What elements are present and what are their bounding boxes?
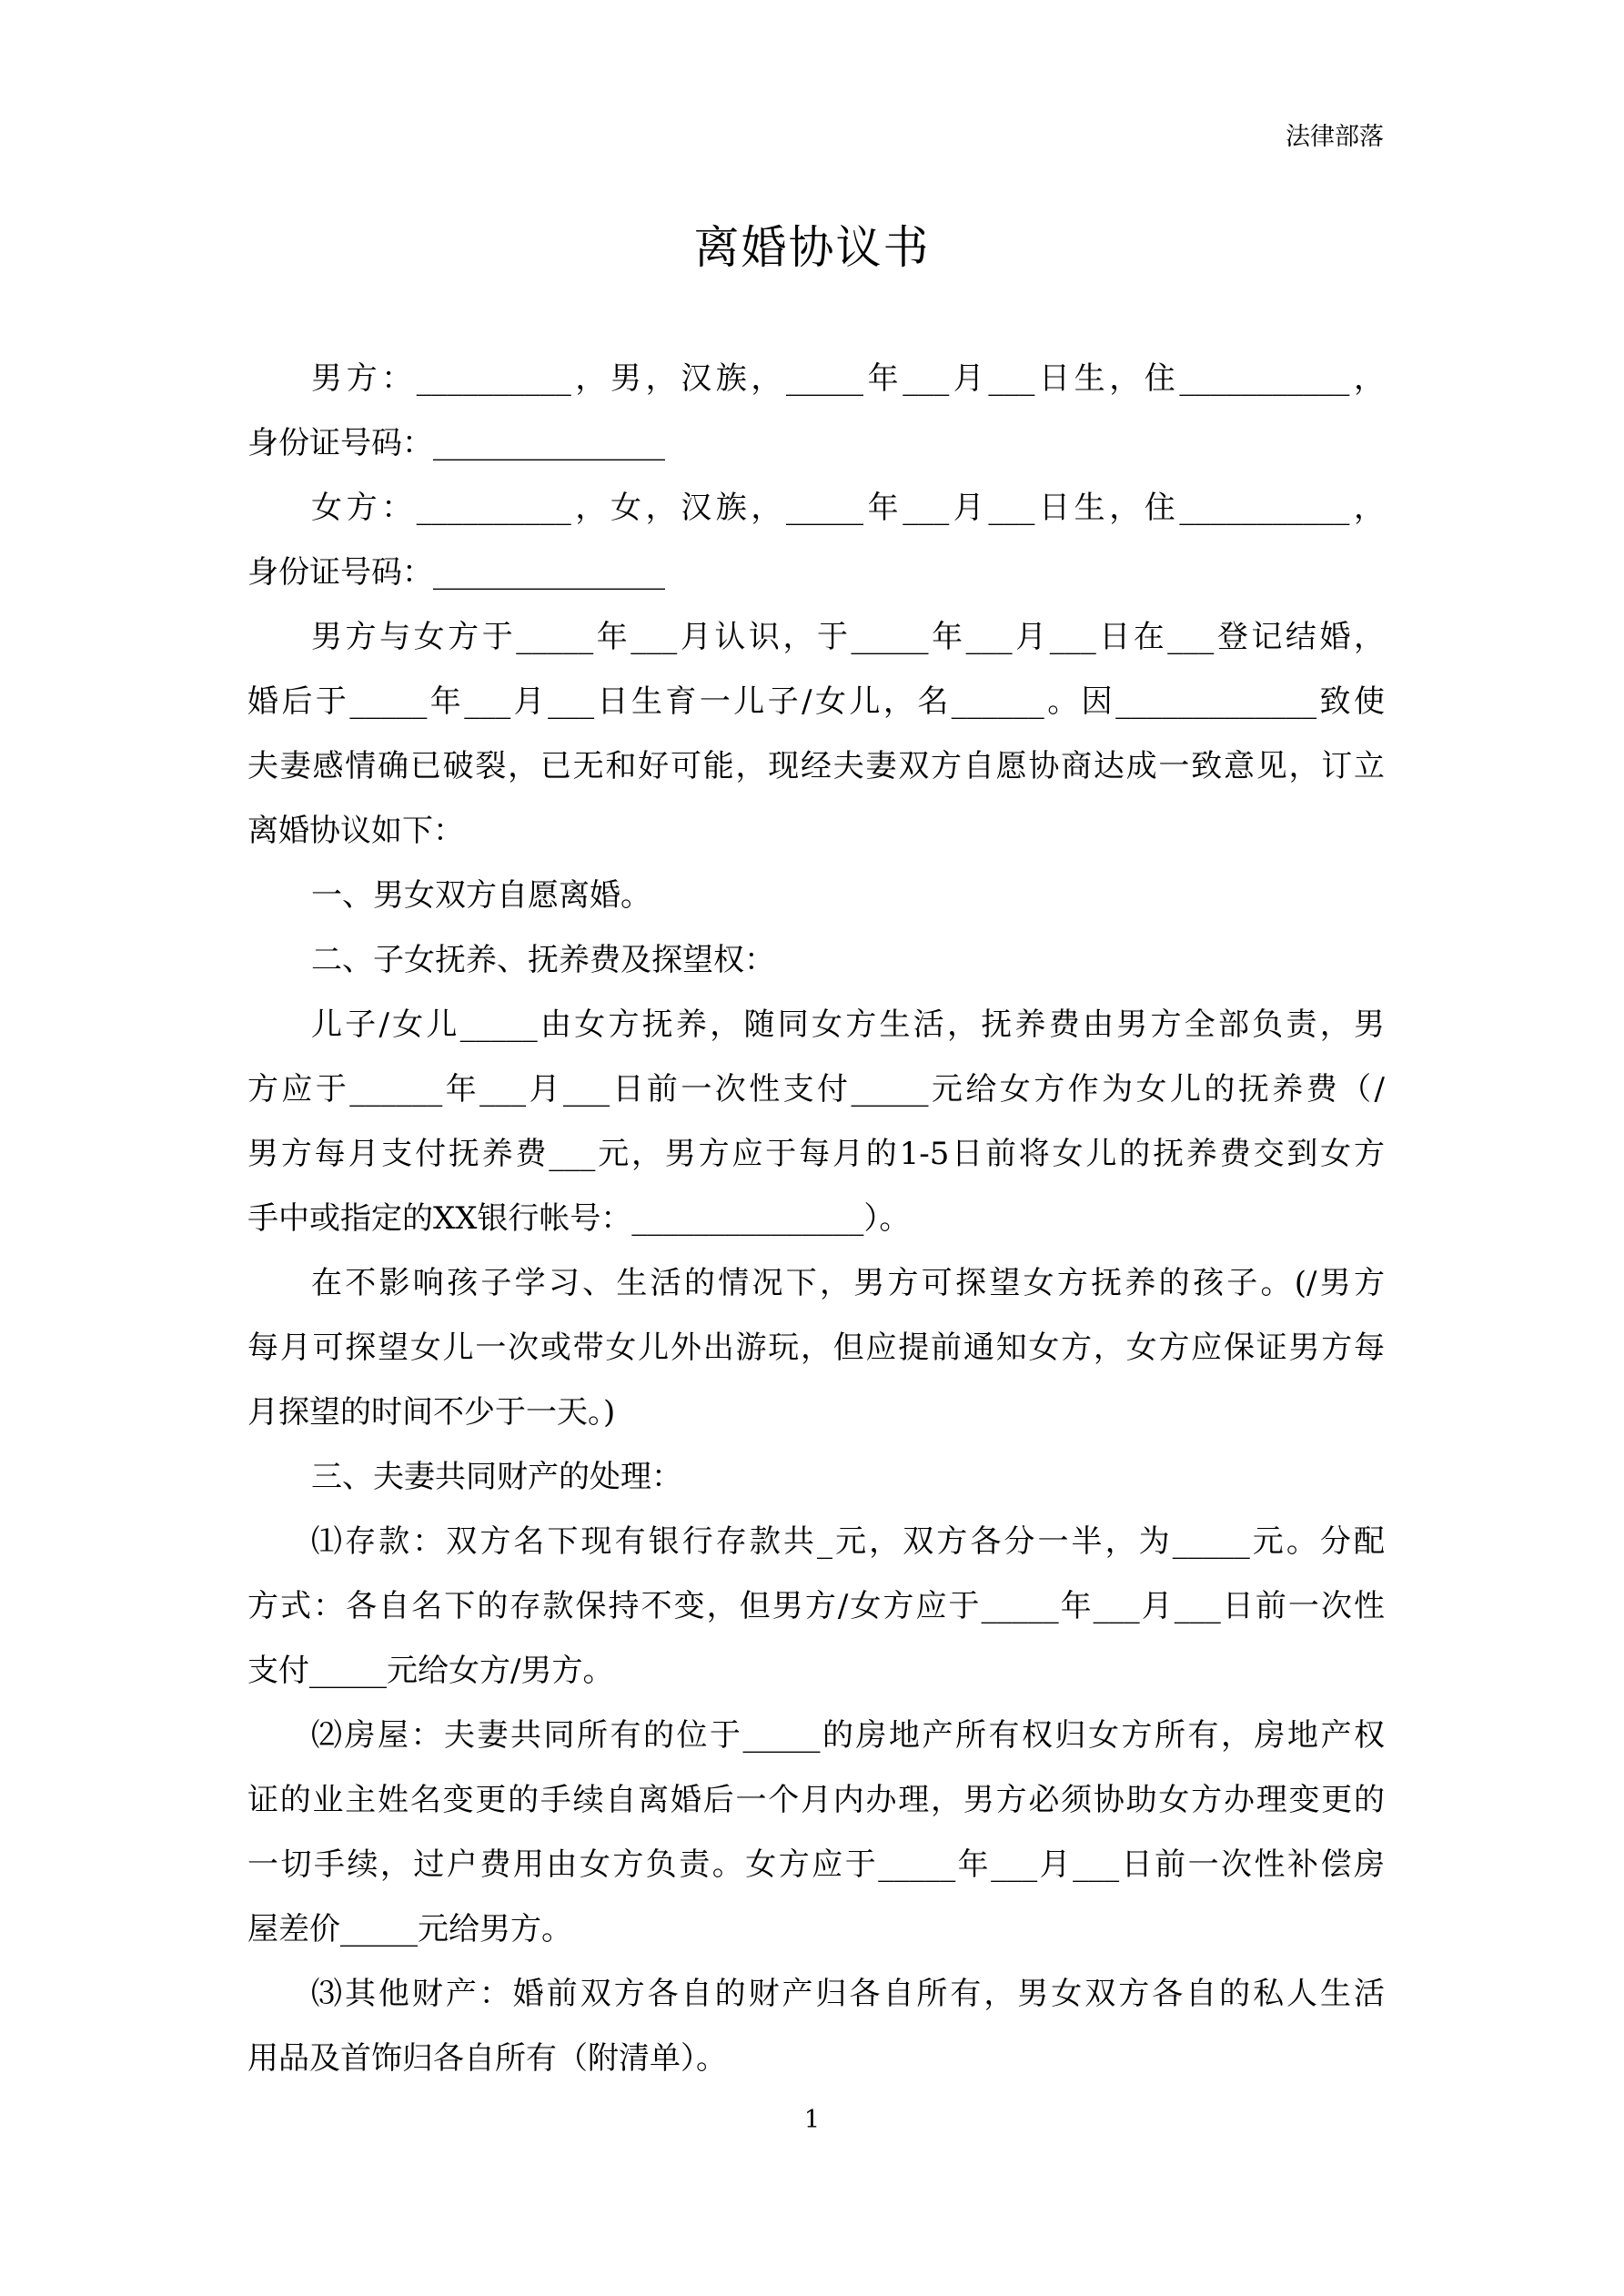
paragraph xyxy=(247,484,1385,613)
paragraph xyxy=(247,936,1385,1001)
paragraph-line: 方式：各自名下的存款保持不变，但男方/女方应于_____年___月___日前一次性 xyxy=(247,1588,1385,1624)
paragraph-line: 婚后于_____年___月___日生育一儿子/女儿，名______。因_____________致使 xyxy=(247,683,1385,720)
paragraph xyxy=(247,1453,1385,1518)
paragraph-line: ⑴存款：双方名下现有银行存款共_元，双方各分一半，为_____元。分配 xyxy=(311,1523,1385,1560)
paragraph xyxy=(247,355,1385,484)
paragraph-line: 一切手续，过户费用由女方负责。女方应于_____年___月___日前一次性补偿房 xyxy=(247,1846,1385,1883)
paragraph-line: ⑶其他财产：婚前双方各自的财产归各自所有，男女双方各自的私人生活 xyxy=(311,1976,1385,2012)
paragraph-line: 屋差价_____元给男方。 xyxy=(247,1911,572,1947)
paragraph-line: 男方：__________，男，汉族，_____年___月___日生，住___________， xyxy=(311,360,1385,397)
paragraph-line: 儿子/女儿_____由女方抚养，随同女方生活，抚养费由男方全部负责，男 xyxy=(311,1006,1385,1043)
paragraph xyxy=(247,1712,1385,1970)
paragraph-line: 方应于______年___月___日前一次性支付_____元给女方作为女儿的抚养费（/ xyxy=(247,1071,1385,1108)
paragraph xyxy=(247,1970,1385,2099)
document-title: 离婚协议书 xyxy=(693,221,931,274)
paragraph xyxy=(247,1259,1385,1453)
paragraph-line: 男方与女方于_____年___月认识，于_____年___月___日在___登记结婚， xyxy=(311,619,1385,655)
document-body xyxy=(247,355,1385,2099)
paragraph-line: 月探望的时间不少于一天。) xyxy=(247,1394,616,1431)
paragraph xyxy=(247,1518,1385,1712)
paragraph-line: 在不影响孩子学习、生活的情况下，男方可探望女方抚养的孩子。(/男方 xyxy=(311,1265,1385,1301)
paragraph-line: 三、夫妻共同财产的处理： xyxy=(311,1459,682,1495)
paragraph-line: 夫妻感情确已破裂，已无和好可能，现经夫妻双方自愿协商达成一致意见，订立 xyxy=(247,748,1385,784)
paragraph xyxy=(247,1001,1385,1259)
paragraph-line: ⑵房屋：夫妻共同所有的位于_____的房地产所有权归女方所有，房地产权 xyxy=(311,1717,1385,1754)
paragraph-line: 身份证号码：_______________ xyxy=(247,554,665,591)
paragraph-line: 用品及首饰归各自所有（附清单）。 xyxy=(247,2040,727,2077)
paragraph-line: 离婚协议如下： xyxy=(247,813,464,849)
paragraph-line: 手中或指定的XX银行帐号：_______________）。 xyxy=(247,1200,911,1237)
paragraph-line: 二、子女抚养、抚养费及探望权： xyxy=(311,942,775,978)
paragraph-line: 证的业主姓名变更的手续自离婚后一个月内办理，男方必须协助女方办理变更的 xyxy=(247,1782,1385,1818)
paragraph-line: 女方：__________，女，汉族，_____年___月___日生，住___________， xyxy=(311,490,1385,526)
paragraph xyxy=(247,872,1385,936)
page-number: 1 xyxy=(803,2106,821,2134)
paragraph-line: 一、男女双方自愿离婚。 xyxy=(311,877,651,914)
paragraph-line: 支付_____元给女方/男方。 xyxy=(247,1653,614,1689)
paragraph xyxy=(247,613,1385,872)
paragraph-line: 身份证号码：_______________ xyxy=(247,425,665,461)
paragraph-line: 男方每月支付抚养费___元，男方应于每月的1-5日前将女儿的抚养费交到女方 xyxy=(247,1136,1385,1172)
paragraph-line: 每月可探望女儿一次或带女儿外出游玩，但应提前通知女方，女方应保证男方每 xyxy=(247,1330,1385,1366)
page-header: 法律部落 xyxy=(1286,123,1384,151)
